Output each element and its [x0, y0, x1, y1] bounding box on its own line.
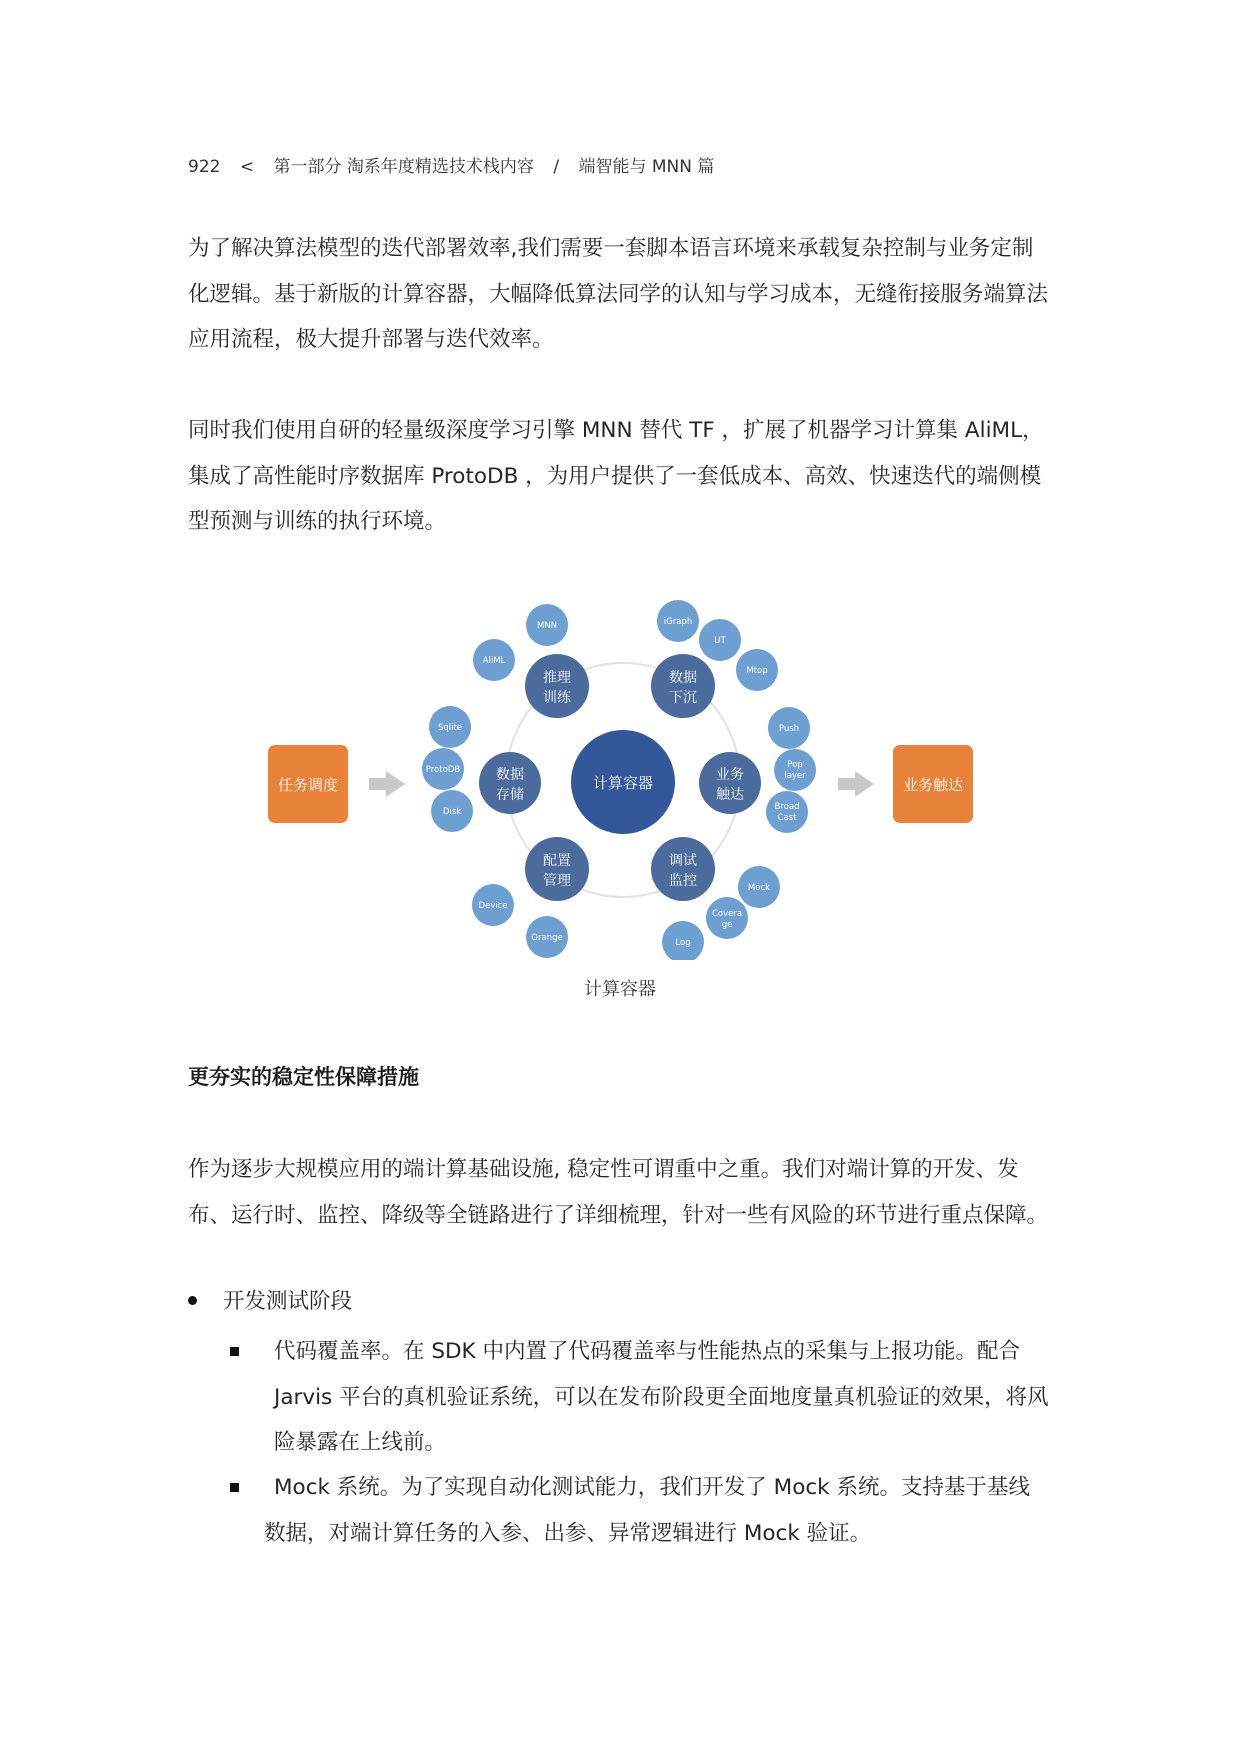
page-number: 922 — [188, 157, 221, 177]
bullet-square-icon — [230, 1483, 239, 1492]
compute-container-diagram — [265, 590, 975, 960]
list-item — [188, 1284, 352, 1315]
task-schedule-label: 任务调度 — [277, 776, 339, 794]
page-header — [188, 152, 728, 177]
sat-coverage — [706, 897, 748, 939]
module-data-sink-line1: 数据 — [669, 670, 697, 686]
sat-mtop-label: Mtop — [746, 666, 768, 676]
module-storage — [479, 752, 541, 814]
sat-broadcast-line1: Broad — [774, 802, 800, 812]
sub-item-line: 险暴露在上线前。 — [274, 1430, 447, 1455]
sat-device — [472, 884, 514, 926]
sat-igraph — [657, 600, 699, 642]
module-config-line2: 管理 — [543, 873, 571, 889]
left-arrow-icon — [369, 771, 405, 797]
bullet-dot-icon — [188, 1296, 197, 1305]
sat-aliml — [473, 639, 515, 681]
module-reach — [699, 752, 761, 814]
header-chapter: 端智能与 MNN 篇 — [578, 157, 715, 177]
sat-broadcast — [766, 791, 808, 833]
module-reach-line2: 触达 — [716, 787, 744, 803]
sub-item-line: Jarvis 平台的真机验证系统，可以在发布阶段更全面地度量真机验证的效果，将风 — [274, 1384, 1049, 1410]
paragraph-1: 为了解决算法模型的迭代部署效率,我们需要一套脚本语言环境来承载复杂控制与业务定制化逻辑。基于新版的计算容器，大幅降低算法同学的认知与学习成本，无缝衔接服务端算法应用流程，极大提升部署与迭代效率。 — [188, 236, 1049, 352]
sat-mnn — [526, 604, 568, 646]
sat-broadcast-line2: Cast — [777, 813, 797, 823]
sat-disk — [431, 790, 473, 832]
sat-log — [662, 921, 704, 960]
sat-push — [768, 707, 810, 749]
sub-item-line: Mock 系统。为了实现自动化测试能力，我们开发了 Mock 系统。支持基于基线 — [274, 1475, 1030, 1500]
module-storage-line1: 数据 — [496, 767, 524, 783]
module-config — [525, 837, 589, 901]
module-data-sink — [651, 654, 715, 718]
paragraph-3: 作为逐步大规模应用的端计算基础设施, 稳定性可谓重中之重。我们对端计算的开发、发布、运行时、监控、降级等全链路进行了详细梳理，针对一些有风险的环节进行重点保障。 — [188, 1157, 1049, 1228]
sat-sqlite — [429, 706, 471, 748]
sat-poplayer-line2: layer — [784, 771, 806, 781]
sat-log-label: Log — [675, 938, 691, 948]
module-debug — [651, 837, 715, 901]
sat-protodb — [422, 748, 464, 790]
sat-device-label: Device — [478, 901, 508, 911]
sub-list-item-mock — [230, 1465, 1053, 1556]
header-part: 第一部分 淘系年度精选技术栈内容 — [273, 157, 534, 177]
sat-push-label: Push — [778, 724, 800, 734]
paragraph-2: 同时我们使用自研的轻量级深度学习引擎 MNN 替代 TF ，扩展了机器学习计算集 AliML，集成了高性能时序数据库 ProtoDB ，为用户提供了一套低成本、高效、快速迭代的端侧模型预测与训练的执行环境。 — [188, 418, 1044, 534]
sat-sqlite-label: Sqlite — [437, 723, 463, 733]
sat-orange-label: Orange — [531, 933, 563, 943]
sub-item-line: 数据，对端计算任务的入参、出参、异常逻辑进行 Mock 验证。 — [264, 1520, 872, 1546]
sat-aliml-label: AliML — [482, 656, 506, 666]
task-schedule-box — [268, 745, 348, 823]
sat-disk-label: Disk — [442, 807, 462, 817]
sat-ut-label: UT — [714, 636, 726, 646]
module-infer — [525, 654, 589, 718]
sat-poplayer — [774, 749, 816, 791]
sat-protodb-label: ProtoDB — [425, 765, 461, 775]
sat-mtop — [736, 649, 778, 691]
sat-coverage-line1: Covera — [711, 909, 743, 919]
center-node — [571, 730, 675, 834]
sub-list-item-coverage — [230, 1329, 1053, 1466]
module-infer-line2: 训练 — [543, 690, 571, 706]
bullet-square-icon — [230, 1347, 239, 1356]
sub-item-line: 代码覆盖率。在 SDK 中内置了代码覆盖率与性能热点的采集与上报功能。配合 — [274, 1339, 1020, 1364]
module-infer-line1: 推理 — [543, 670, 571, 686]
right-arrow-icon — [838, 771, 874, 797]
module-storage-line2: 存储 — [496, 787, 524, 803]
center-label: 计算容器 — [592, 774, 654, 792]
module-debug-line1: 调试 — [669, 853, 697, 869]
header-slash: / — [553, 157, 560, 177]
section-heading: 更夯实的稳定性保障措施 — [188, 1065, 419, 1089]
header-separator: < — [239, 157, 255, 177]
sat-poplayer-line1: Pop — [787, 760, 803, 770]
sat-coverage-line2: ge — [721, 920, 733, 930]
module-config-line1: 配置 — [543, 853, 571, 869]
sat-ut — [699, 619, 741, 661]
sat-igraph-label: iGraph — [663, 617, 693, 627]
business-reach-label: 业务触达 — [902, 776, 964, 794]
sat-orange — [526, 916, 568, 958]
module-data-sink-line2: 下沉 — [669, 690, 697, 706]
figure-caption: 计算容器 — [584, 979, 656, 1000]
list-item-label: 开发测试阶段 — [223, 1289, 353, 1314]
module-reach-line1: 业务 — [716, 767, 744, 783]
sat-mock-label: Mock — [747, 883, 771, 893]
module-debug-line2: 监控 — [669, 873, 697, 889]
business-reach-box — [893, 745, 973, 823]
sat-mock — [738, 866, 780, 908]
sat-mnn-label: MNN — [536, 621, 558, 631]
